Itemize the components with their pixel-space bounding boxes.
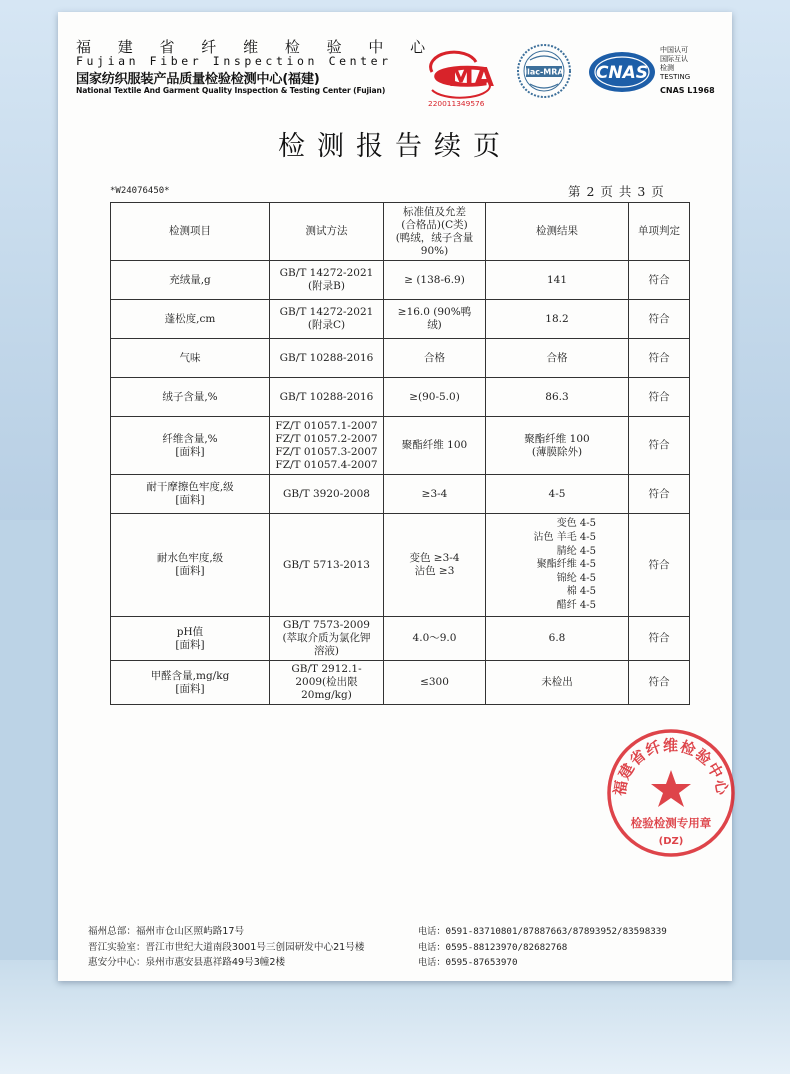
svg-text:CNAS: CNAS xyxy=(595,63,649,83)
table-row xyxy=(111,417,690,475)
header-standard: 标准值及允差 (合格品)(C类) (鸭绒，绒子含量 90%) xyxy=(384,203,486,261)
cell-method: GB/T 3920-2008 xyxy=(270,475,384,514)
header-result: 检测结果 xyxy=(486,203,629,261)
table-row xyxy=(111,300,690,339)
cell-standard: ≥3-4 xyxy=(384,475,486,514)
svg-text:ilac-MRA: ilac-MRA xyxy=(524,67,564,77)
cell-judgement: 符合 xyxy=(629,261,690,300)
cnas-desc-line: 国际互认 xyxy=(660,55,688,63)
cell-judgement: 符合 xyxy=(629,514,690,617)
report-page xyxy=(58,12,732,981)
cell-method: GB/T 10288-2016 xyxy=(270,378,384,417)
cell-item: 甲醛含量,mg/kg [面料] xyxy=(111,661,270,705)
svg-text:(DZ): (DZ) xyxy=(658,836,684,847)
test-results-table xyxy=(110,202,690,705)
official-seal xyxy=(604,726,738,860)
table-row xyxy=(111,261,690,300)
page-indicator: 第 2 页 共 3 页 xyxy=(568,184,665,199)
cell-standard: ≥16.0 (90%鸭 绒) xyxy=(384,300,486,339)
cma-logo xyxy=(424,50,498,114)
cell-method: GB/T 2912.1- 2009(检出限 20mg/kg) xyxy=(270,661,384,705)
cnas-desc-line: 检测 xyxy=(660,64,674,72)
footer-phone: 电话：0595-88123970/82682768 xyxy=(418,941,568,953)
cnas-desc-line: 中国认可 xyxy=(660,46,688,54)
cell-method: GB/T 14272-2021 (附录C) xyxy=(270,300,384,339)
cell-standard: ≤300 xyxy=(384,661,486,705)
ilac-mra-logo xyxy=(514,42,574,100)
table-row xyxy=(111,378,690,417)
national-center-name-en: National Textile And Garment Quality Inspection & Testing Center (Fujian) xyxy=(76,86,386,95)
cell-standard: ≥(90-5.0) xyxy=(384,378,486,417)
cnas-logo xyxy=(588,50,658,94)
document-title: 检测报告续页 xyxy=(278,131,512,162)
cell-item: 耐水色牢度,级 [面料] xyxy=(111,514,270,617)
cnas-desc-line: TESTING xyxy=(660,73,691,81)
footer-address: 惠安分中心：泉州市惠安县惠祥路49号3幢2楼 xyxy=(88,957,286,968)
cell-judgement: 符合 xyxy=(629,300,690,339)
cell-judgement: 符合 xyxy=(629,378,690,417)
cell-item: 气味 xyxy=(111,339,270,378)
cell-method: GB/T 10288-2016 xyxy=(270,339,384,378)
cnas-description xyxy=(660,46,690,82)
cell-method: GB/T 7573-2009 (萃取介质为氯化钾 溶液) xyxy=(270,617,384,661)
cell-judgement: 符合 xyxy=(629,339,690,378)
cell-item: 蓬松度,cm xyxy=(111,300,270,339)
national-center-name-cn: 国家纺织服装产品质量检验检测中心(福建) xyxy=(76,72,320,87)
footer-phone: 电话：0595-87653970 xyxy=(418,957,518,968)
table-header-row xyxy=(111,203,690,261)
table-row xyxy=(111,339,690,378)
cell-standard: 合格 xyxy=(384,339,486,378)
cell-judgement: 符合 xyxy=(629,475,690,514)
cell-result: 6.8 xyxy=(486,617,629,661)
table-row xyxy=(111,514,690,617)
cell-result: 变色 4-5 沾色 羊毛 4-5 腈纶 4-5 聚酯纤维 4-5 锦纶 4-5 棉 4-5 醋纤 4-5 xyxy=(486,514,629,617)
footer-phones xyxy=(418,924,667,971)
cell-result: 未检出 xyxy=(486,661,629,705)
cell-method: GB/T 5713-2013 xyxy=(270,514,384,617)
svg-text:C: C xyxy=(430,60,492,93)
cell-standard: 变色 ≥3-4 沾色 ≥3 xyxy=(384,514,486,617)
cell-item: 绒子含量,% xyxy=(111,378,270,417)
svg-text:检验检测专用章: 检验检测专用章 xyxy=(630,816,712,830)
header-test-method: 测试方法 xyxy=(270,203,384,261)
cell-judgement: 符合 xyxy=(629,617,690,661)
cell-item: 纤维含量,% [面料] xyxy=(111,417,270,475)
footer-phone: 电话：0591-83710801/87887663/87893952/83598339 xyxy=(418,926,667,937)
cell-item: 充绒量,g xyxy=(111,261,270,300)
cell-judgement: 符合 xyxy=(629,417,690,475)
cell-item: 耐干摩擦色牢度,级 [面料] xyxy=(111,475,270,514)
table-row xyxy=(111,661,690,705)
cell-standard: 聚酯纤维 100 xyxy=(384,417,486,475)
footer-address: 福州总部：福州市仓山区照屿路17号 xyxy=(88,926,245,937)
cell-judgement: 符合 xyxy=(629,661,690,705)
cell-result: 4-5 xyxy=(486,475,629,514)
cell-standard: ≥ (138-6.9) xyxy=(384,261,486,300)
cell-result: 聚酯纤维 100 (薄膜除外) xyxy=(486,417,629,475)
center-name-en: Fujian Fiber Inspection Center xyxy=(76,54,392,68)
table-row xyxy=(111,475,690,514)
cell-result: 合格 xyxy=(486,339,629,378)
svg-text:福建省纤维检验中心: 福建省纤维检验中心 xyxy=(610,736,732,798)
table-row xyxy=(111,617,690,661)
center-name-cn: 福 建 省 纤 维 检 验 中 心 xyxy=(76,38,437,56)
footer-address: 晋江实验室：晋江市世纪大道南段3001号三创园研发中心21号楼 xyxy=(88,941,365,953)
cell-method: GB/T 14272-2021 (附录B) xyxy=(270,261,384,300)
cell-result: 18.2 xyxy=(486,300,629,339)
header-test-item: 检测项目 xyxy=(111,203,270,261)
footer-addresses xyxy=(88,924,364,971)
cell-item: pH值 [面料] xyxy=(111,617,270,661)
cell-result: 141 xyxy=(486,261,629,300)
cnas-id: CNAS L1968 xyxy=(660,86,715,95)
report-number: *W24076450* xyxy=(110,186,170,196)
cell-result: 86.3 xyxy=(486,378,629,417)
header-judgement: 单项判定 xyxy=(629,203,690,261)
cell-method: FZ/T 01057.1-2007 FZ/T 01057.2-2007 FZ/T 01057.3-2007 FZ/T 01057.4-2007 xyxy=(270,417,384,475)
cma-number: 220011349576 xyxy=(428,99,485,108)
cell-standard: 4.0～9.0 xyxy=(384,617,486,661)
svg-text:MA: MA xyxy=(448,63,494,93)
